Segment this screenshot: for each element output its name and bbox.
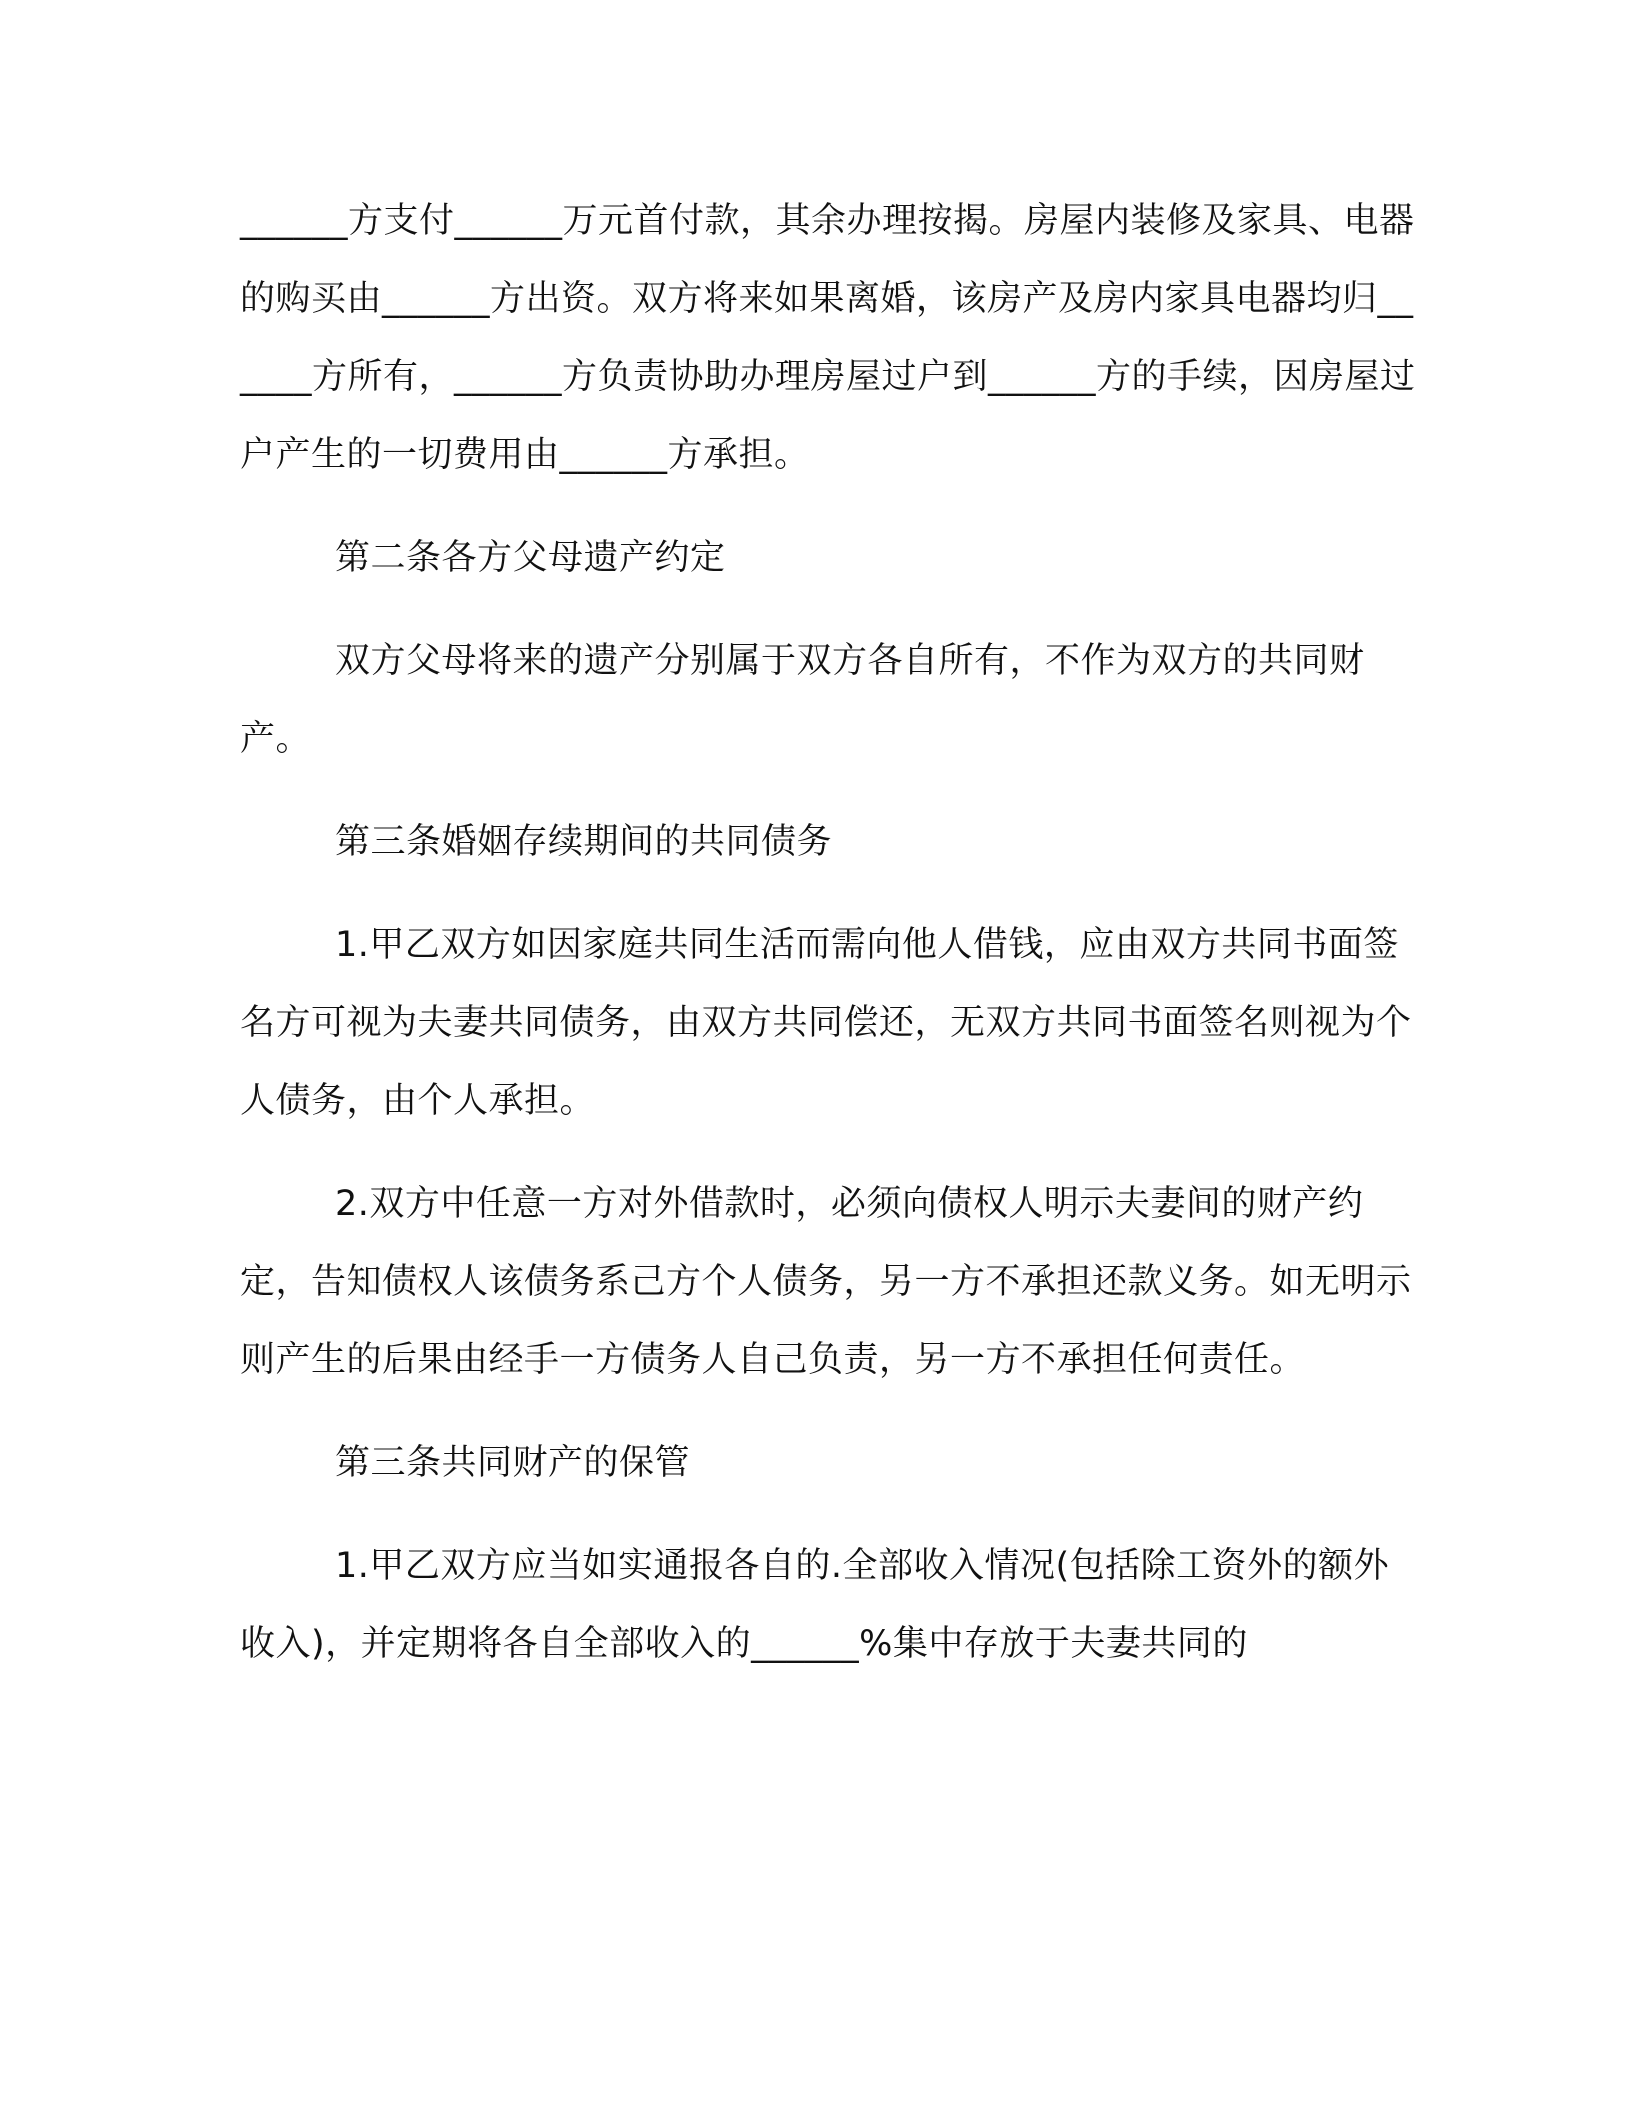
paragraph-joint-debts-2: 2.双方中任意一方对外借款时，必须向债权人明示夫妻间的财产约定，告知债权人该债务系己方个人债务，另一方不承担还款义务。如无明示则产生的后果由经手一方债务人自己负责，另一方不承担任何责任。 — [240, 1184, 1412, 1380]
section-heading-joint-debts: 第三条婚姻存续期间的共同债务 — [335, 822, 833, 862]
section-heading-property-custody: 第三条共同财产的保管 — [335, 1443, 691, 1483]
paragraph-property-custody-1: 1.甲乙双方应当如实通报各自的.全部收入情况(包括除工资外的额外收入)，并定期将各自全部收入的______%集中存放于夫妻共同的 — [240, 1546, 1390, 1664]
paragraph-parents-inheritance: 双方父母将来的遗产分别属于双方各自所有，不作为双方的共同财产。 — [240, 641, 1365, 759]
paragraph-joint-debts-1: 1.甲乙双方如因家庭共同生活而需向他人借钱，应由双方共同书面签名方可视为夫妻共同债务，由双方共同偿还，无双方共同书面签名则视为个人债务，由个人承担。 — [240, 925, 1412, 1121]
paragraph-house-payment: ______方支付______万元首付款，其余办理按揭。房屋内装修及家具、电器的购买由______方出资。双方将来如果离婚，该房产及房内家具电器均归______方所有，______方负责协助办理房屋过户到______方的手续，因房屋过户产生的一切费用由______方承担。 — [240, 201, 1416, 475]
document-body — [240, 182, 1420, 1683]
section-heading-parents-inheritance: 第二条各方父母遗产约定 — [335, 538, 726, 578]
